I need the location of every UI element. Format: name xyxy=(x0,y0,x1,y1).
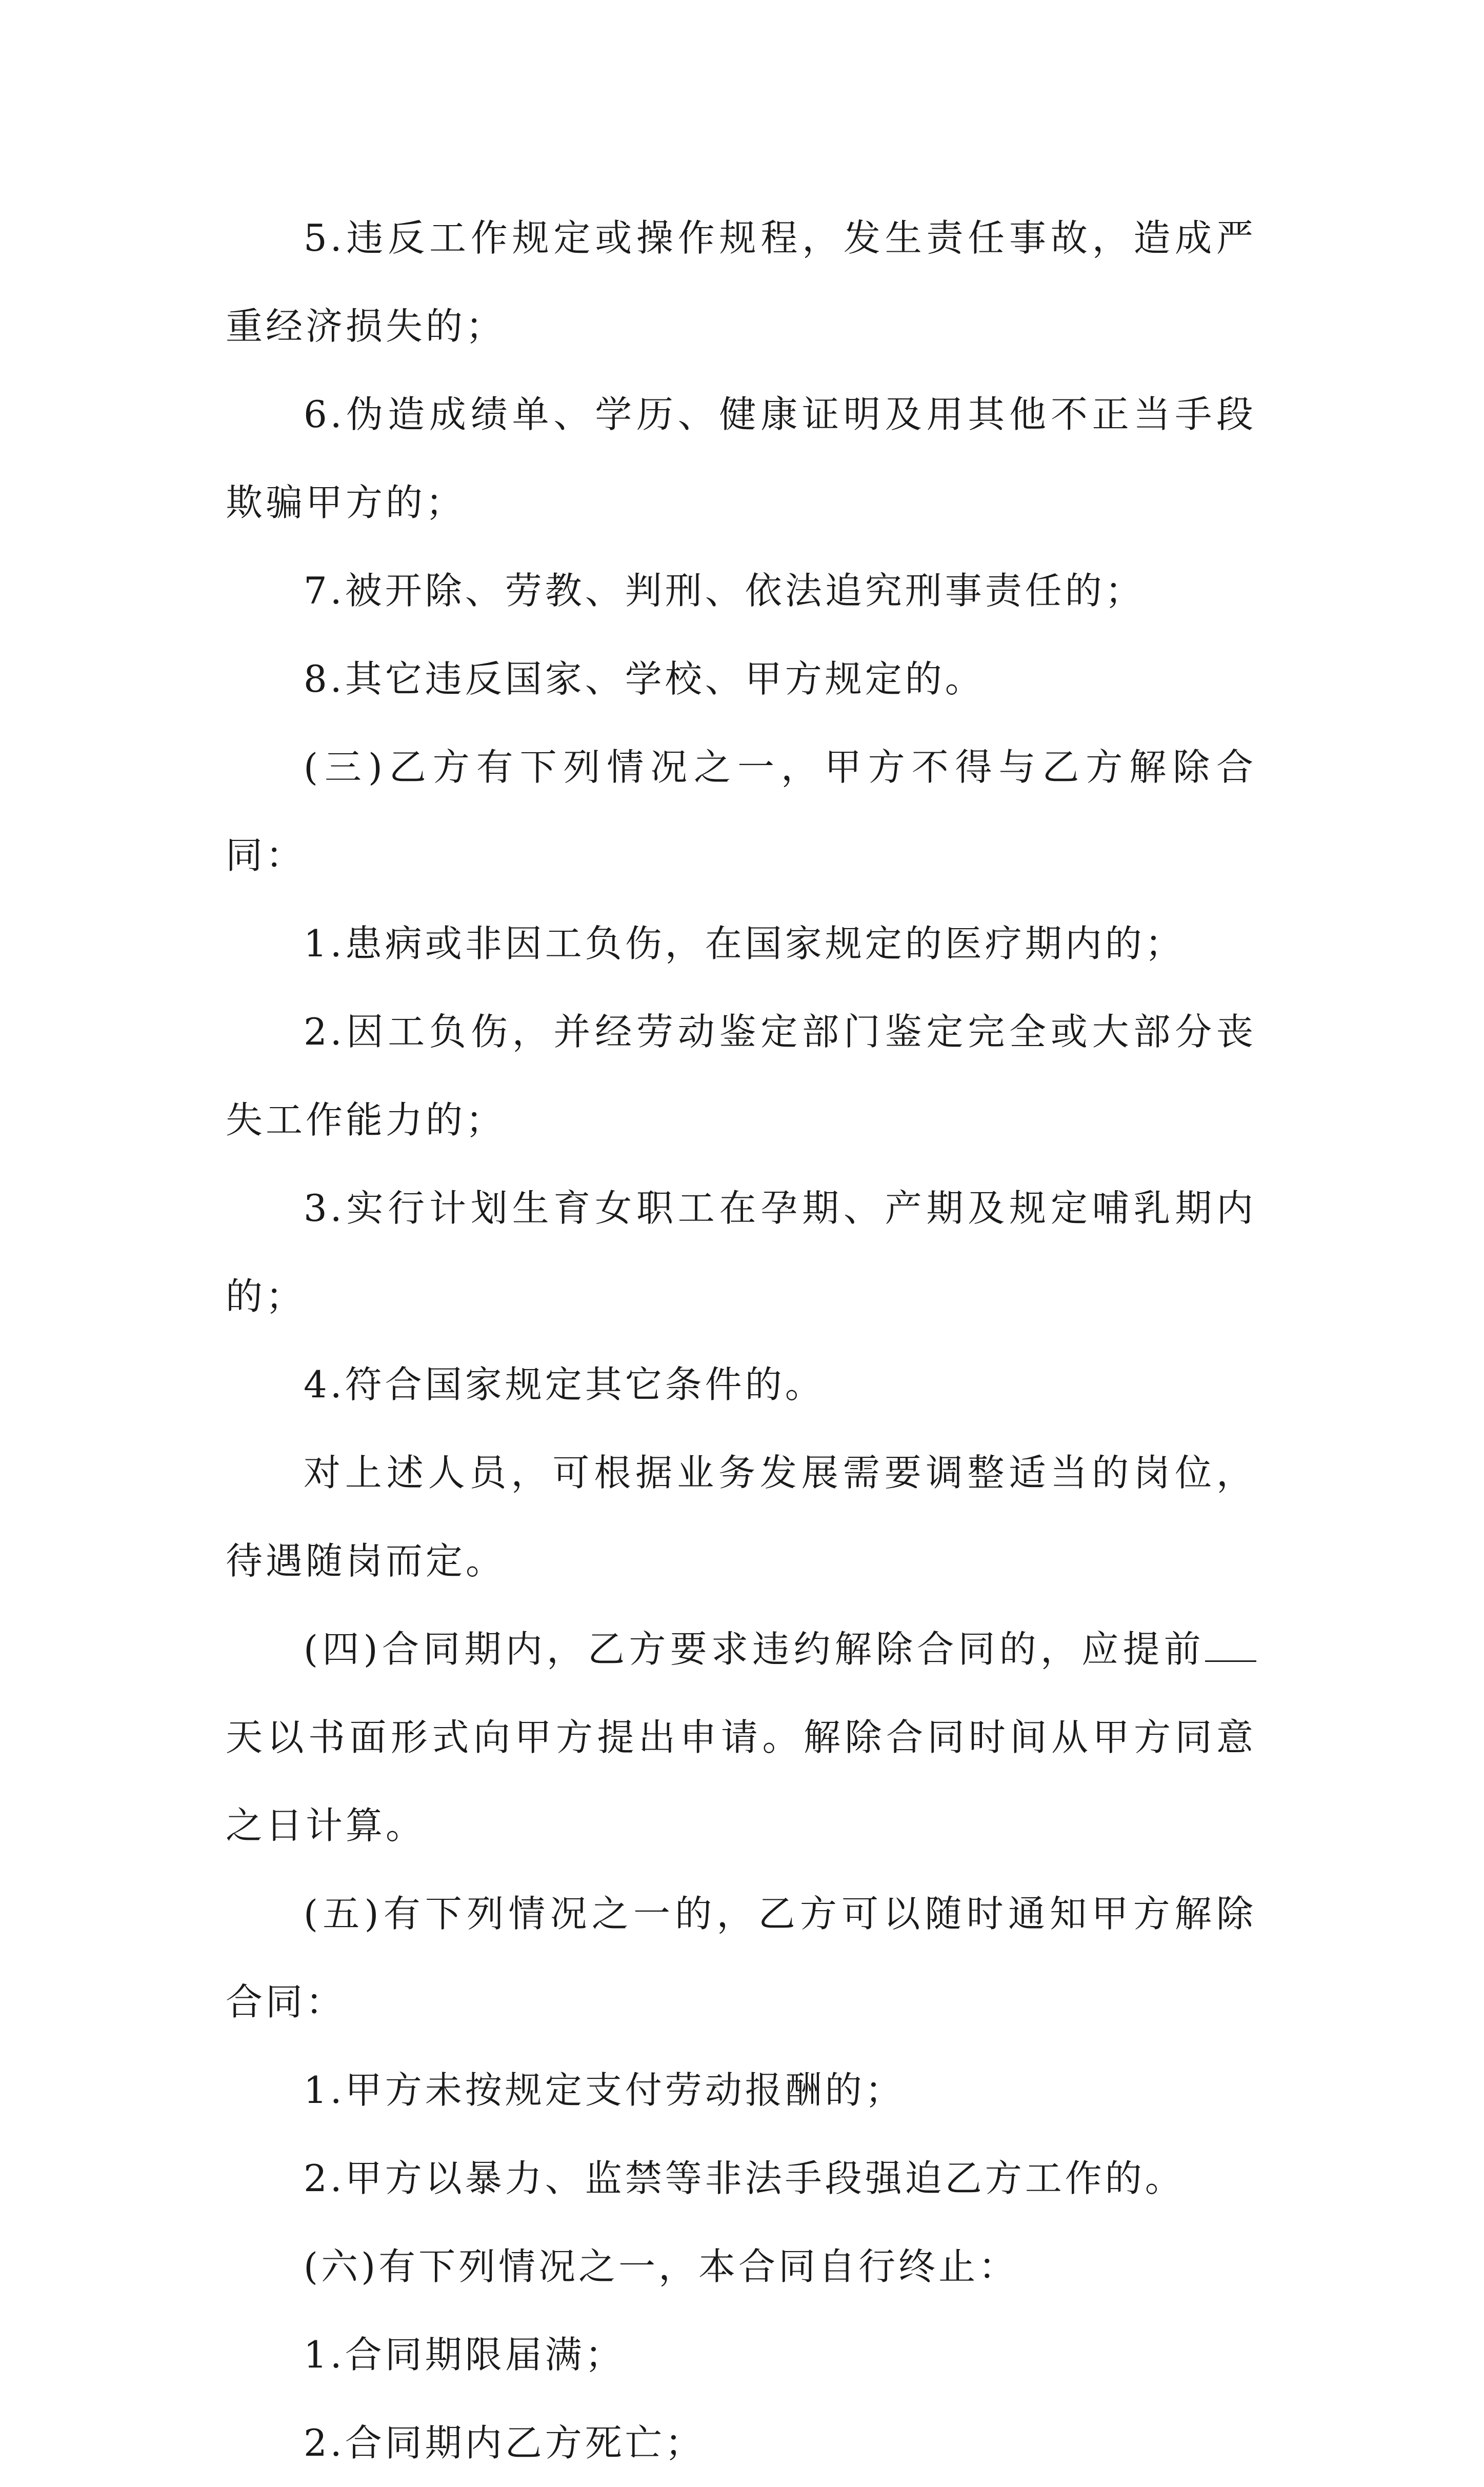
paragraph-item-3-2: 2.因工负伤，并经劳动鉴定部门鉴定完全或大部分丧失工作能力的； xyxy=(226,1010,1256,1141)
section-heading-6: (六)有下列情况之一，本合同自行终止： xyxy=(304,2245,1019,2288)
paragraph-item-5: 5.违反工作规定或操作规程，发生责任事故，造成严重经济损失的； xyxy=(226,216,1256,348)
section-heading-4 xyxy=(226,1605,1256,1870)
fill-in-blank xyxy=(1205,1630,1256,1662)
paragraph-item-3-4: 4.符合国家规定其它条件的。 xyxy=(304,1363,825,1406)
paragraph-item-5-2: 2.甲方以暴力、监禁等非法手段强迫乙方工作的。 xyxy=(304,2157,1185,2200)
section-4-text-part1: (四)合同期内，乙方要求违约解除合同的，应提前 xyxy=(304,1628,1205,1671)
paragraph-item-7: 7.被开除、劳教、判刑、依法追究刑事责任的； xyxy=(304,569,1145,612)
paragraph-item-6-1: 1.合同期限届满； xyxy=(304,2333,625,2376)
document-page xyxy=(226,194,1256,2487)
section-heading-3: (三)乙方有下列情况之一，甲方不得与乙方解除合同： xyxy=(226,746,1256,877)
section-4-text-part2: 天以书面形式向甲方提出申请。解除合同时间从甲方同意之日计算。 xyxy=(226,1716,1256,1847)
paragraph-item-3-1: 1.患病或非因工负伤，在国家规定的医疗期内的； xyxy=(304,922,1185,965)
section-heading-5: (五)有下列情况之一的，乙方可以随时通知甲方解除合同： xyxy=(226,1892,1256,2023)
paragraph-item-5-1: 1.甲方未按规定支付劳动报酬的； xyxy=(304,2069,905,2112)
paragraph-note: 对上述人员，可根据业务发展需要调整适当的岗位，待遇随岗而定。 xyxy=(226,1451,1256,1582)
paragraph-item-6: 6.伪造成绩单、学历、健康证明及用其他不正当手段欺骗甲方的； xyxy=(226,393,1256,524)
paragraph-item-3-3: 3.实行计划生育女职工在孕期、产期及规定哺乳期内的； xyxy=(226,1187,1256,1318)
paragraph-item-8: 8.其它违反国家、学校、甲方规定的。 xyxy=(304,657,985,700)
paragraph-item-6-2: 2.合同期内乙方死亡； xyxy=(304,2421,705,2464)
